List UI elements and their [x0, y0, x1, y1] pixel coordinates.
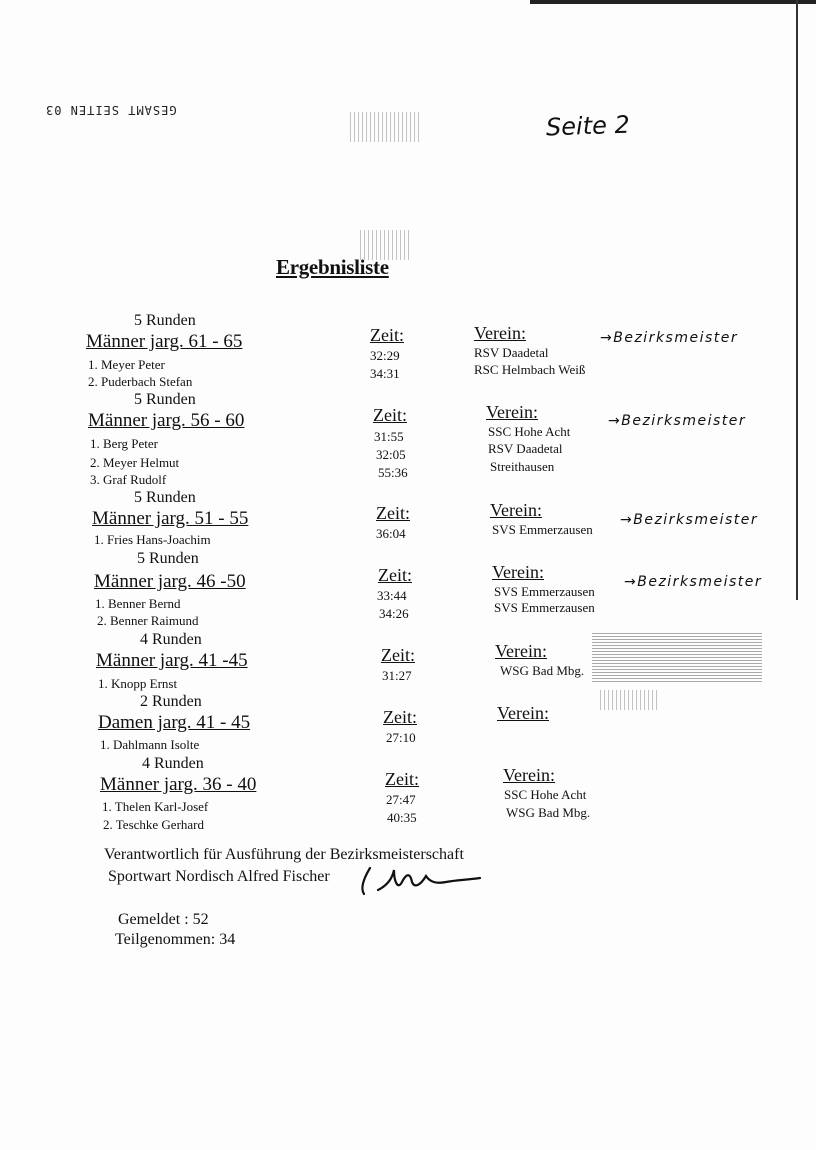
club-name: RSV Daadetal	[488, 441, 563, 456]
finish-time: 34:26	[379, 606, 409, 621]
athlete-name: 2. Benner Raimund	[97, 613, 199, 628]
club-name: SSC Hohe Acht	[488, 424, 571, 439]
athlete-name: 3. Graf Rudolf	[90, 472, 167, 487]
verein-heading: Verein:	[497, 703, 549, 723]
handwritten-note: →Bezirksmeister	[620, 512, 759, 528]
athlete-name: 1. Benner Bernd	[95, 596, 181, 611]
category-heading: Männer jarg. 41 -45	[96, 650, 248, 671]
athlete-name: 2. Meyer Helmut	[90, 455, 180, 470]
zeit-heading: Zeit:	[378, 565, 412, 585]
runden-label: 5 Runden	[134, 489, 196, 506]
category-heading: Männer jarg. 46 -50	[94, 571, 246, 592]
runden-label: 4 Runden	[142, 755, 204, 772]
zeit-heading: Zeit:	[381, 645, 415, 665]
club-name: SVS Emmerzausen	[492, 522, 593, 537]
scan-noise	[350, 112, 420, 142]
responsibility-line: Verantwortlich für Ausführung der Bezirksmeisterschaft	[104, 846, 464, 863]
zeit-heading: Zeit:	[376, 503, 410, 523]
zeit-heading: Zeit:	[385, 769, 419, 789]
finish-time: 40:35	[387, 810, 417, 825]
runden-label: 5 Runden	[134, 312, 196, 329]
finish-time: 55:36	[378, 465, 408, 480]
zeit-heading: Zeit:	[373, 405, 407, 425]
category-heading: Männer jarg. 51 - 55	[92, 508, 249, 529]
verein-heading: Verein:	[495, 641, 547, 661]
club-name: WSG Bad Mbg.	[506, 805, 591, 820]
athlete-name: 2. Teschke Gerhard	[103, 817, 205, 832]
runden-label: 5 Runden	[134, 391, 196, 408]
signature	[356, 860, 486, 900]
registered-count: Gemeldet : 52	[118, 911, 209, 928]
official-line: Sportwart Nordisch Alfred Fischer	[108, 868, 330, 885]
scan-edge-right	[796, 0, 798, 600]
handwritten-note: →Bezirksmeister	[624, 574, 763, 590]
verein-heading: Verein:	[490, 500, 542, 520]
finish-time: 34:31	[370, 366, 400, 381]
category-heading: Männer jarg. 56 - 60	[88, 410, 245, 431]
athlete-name: 1. Fries Hans-Joachim	[94, 532, 211, 547]
handwritten-note: →Bezirksmeister	[608, 413, 747, 429]
handwritten-note: →Bezirksmeister	[600, 330, 739, 346]
club-name: WSG Bad Mbg.	[500, 663, 585, 678]
finish-time: 33:44	[377, 588, 407, 603]
zeit-heading: Zeit:	[370, 325, 404, 345]
category-heading: Männer jarg. 36 - 40	[100, 774, 257, 795]
page-title: Ergebnisliste	[276, 255, 389, 279]
club-name: SVS Emmerzausen	[494, 584, 595, 599]
club-name: RSV Daadetal	[474, 345, 549, 360]
fax-header-line: GESAMT SEITEN 03	[45, 103, 177, 117]
scan-noise	[592, 632, 762, 682]
club-name: SVS Emmerzausen	[494, 600, 595, 615]
scan-edge-top	[530, 0, 816, 4]
club-name: SSC Hohe Acht	[504, 787, 587, 802]
club-name: Streithausen	[490, 459, 555, 474]
finish-time: 36:04	[376, 526, 406, 541]
finish-time: 27:47	[386, 792, 416, 807]
page-note-handwritten: Seite 2	[545, 110, 631, 142]
runden-label: 4 Runden	[140, 631, 202, 648]
zeit-heading: Zeit:	[383, 707, 417, 727]
category-heading: Damen jarg. 41 - 45	[98, 712, 251, 733]
finish-time: 31:55	[374, 429, 404, 444]
athlete-name: 1. Thelen Karl-Josef	[102, 799, 209, 814]
finish-time: 32:05	[376, 447, 406, 462]
finish-time: 31:27	[382, 668, 412, 683]
club-name: RSC Helmbach Weiß	[474, 362, 586, 377]
finish-time: 32:29	[370, 348, 400, 363]
verein-heading: Verein:	[486, 402, 538, 422]
verein-heading: Verein:	[492, 562, 544, 582]
athlete-name: 2. Puderbach Stefan	[88, 374, 193, 389]
athlete-name: 1. Meyer Peter	[88, 357, 165, 372]
participants-count: Teilgenommen: 34	[115, 931, 236, 948]
runden-label: 5 Runden	[137, 550, 199, 567]
category-heading: Männer jarg. 61 - 65	[86, 331, 243, 352]
athlete-name: 1. Berg Peter	[90, 436, 158, 451]
runden-label: 2 Runden	[140, 693, 202, 710]
athlete-name: 1. Dahlmann Isolte	[100, 737, 200, 752]
scan-noise	[600, 690, 660, 710]
verein-heading: Verein:	[474, 323, 526, 343]
athlete-name: 1. Knopp Ernst	[98, 676, 178, 691]
finish-time: 27:10	[386, 730, 416, 745]
verein-heading: Verein:	[503, 765, 555, 785]
